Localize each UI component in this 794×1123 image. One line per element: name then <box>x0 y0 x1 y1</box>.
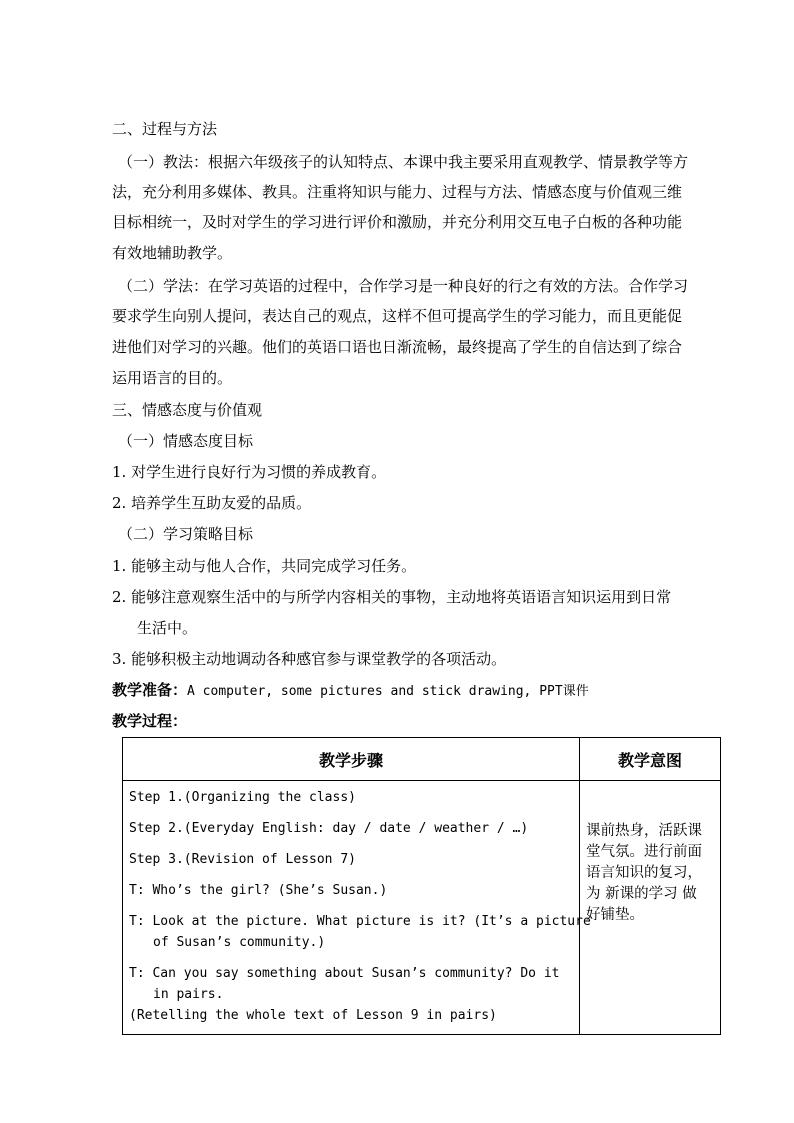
teaching-preparation <box>112 679 589 703</box>
table-row <box>123 781 721 1035</box>
intent-line-3: 语言知识的复习， <box>586 865 702 881</box>
steps-cell <box>123 781 591 1035</box>
learning-method-line-4: 运用语言的目的。 <box>112 369 233 387</box>
affect-goal-item-1: 1. 对学生进行良好行为习惯的养成教育。 <box>112 463 387 481</box>
strategy-goal-heading: （二）学习策略目标 <box>118 525 254 543</box>
prep-text: A computer, some pictures and stick drawing, PPT课件 <box>187 684 589 699</box>
dialogue-line-2: T: Look at the picture. What picture is it? (It’s a picture <box>129 914 591 929</box>
prep-label: 教学准备： <box>112 681 188 699</box>
strategy-goal-item-3: 3. 能够积极主动地调动各种感官参与课堂教学的各项活动。 <box>112 650 507 668</box>
strategy-goal-item-2-cont: 生活中。 <box>137 619 198 637</box>
dialogue-line-2-cont: of Susan’s community.) <box>153 935 326 950</box>
learning-method-line-1: （二）学法：在学习英语的过程中，合作学习是一种良好的行之有效的方法。合作学习 <box>118 277 689 295</box>
teaching-process-table <box>122 737 721 1035</box>
teaching-method-line-1: （一）教法：根据六年级孩子的认知特点、本课中我主要采用直观教学、情景教学等方 <box>118 153 689 171</box>
teaching-method-line-4: 有效地辅助教学。 <box>112 244 233 262</box>
teaching-method-line-2: 法，充分利用多媒体、教具。注重将知识与能力、过程与方法、情感态度与价值观三维 <box>112 183 683 201</box>
header-intent: 教学意图 <box>580 738 721 781</box>
intent-line-1: 课前热身，活跃课 <box>586 823 702 839</box>
table-header-row <box>123 738 721 781</box>
process-label: 教学过程： <box>112 712 188 730</box>
step-3: Step 3.(Revision of Lesson 7) <box>129 852 356 867</box>
dialogue-line-3-cont: in pairs. <box>153 987 224 1002</box>
strategy-goal-item-2: 2. 能够注意观察生活中的与所学内容相关的事物，主动地将英语语言知识运用到日常 <box>112 588 672 606</box>
dialogue-line-3: T: Can you say something about Susan’s community? Do it <box>129 966 560 981</box>
affect-goal-item-2: 2. 培养学生互助友爱的品质。 <box>112 494 312 512</box>
retelling-note: (Retelling the whole text of Lesson 9 in pairs) <box>129 1008 497 1023</box>
step-1: Step 1.(Organizing the class) <box>129 790 356 805</box>
section2-heading: 二、过程与方法 <box>112 120 218 138</box>
strategy-goal-item-1: 1. 能够主动与他人合作，共同完成学习任务。 <box>112 557 417 575</box>
intent-line-5: 好铺垫。 <box>586 907 644 923</box>
intent-line-4: 为 新课的学习 做 <box>586 886 697 902</box>
learning-method-line-2: 要求学生向别人提问，表达自己的观点，这样不但可提高学生的学习能力，而且更能促 <box>112 307 683 325</box>
intent-cell <box>580 781 721 1035</box>
section3-heading: 三、情感态度与价值观 <box>112 401 263 419</box>
step-2: Step 2.(Everyday English: day / date / weather / …) <box>129 821 529 836</box>
teaching-method-line-3: 目标相统一，及时对学生的学习进行评价和激励，并充分利用交互电子白板的各种功能 <box>112 213 683 231</box>
affect-goal-heading: （一）情感态度目标 <box>118 432 254 450</box>
dialogue-line-1: T: Who’s the girl? (She’s Susan.) <box>129 883 388 898</box>
header-steps: 教学步骤 <box>123 738 580 781</box>
intent-line-2: 堂气氛。进行前面 <box>586 844 702 860</box>
learning-method-line-3: 进他们对学习的兴趣。他们的英语口语也日渐流畅，最终提高了学生的自信达到了综合 <box>112 338 683 356</box>
